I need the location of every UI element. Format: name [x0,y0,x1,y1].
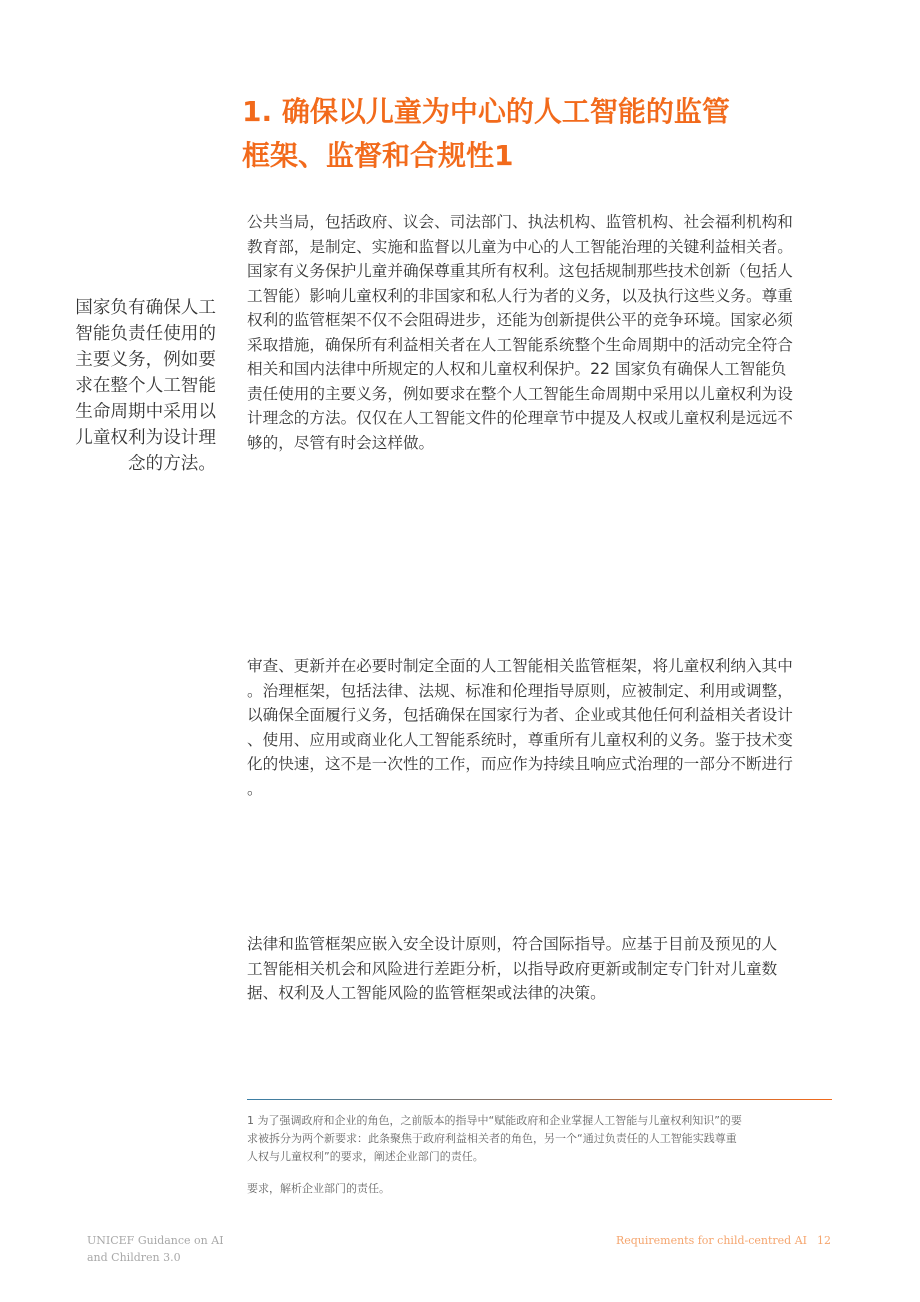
footnote-line: 求被拆分为两个新要求：此条聚焦于政府利益相关者的角色，另一个“通过负责任的人工智能实践尊重 [247,1132,737,1145]
paragraph-line: 公共当局，包括政府、议会、司法部门、执法机构、监管机构、社会福利机构和 [247,213,793,231]
footnote-1 [247,1112,847,1166]
footer-title-line: and Children 3.0 [87,1251,181,1264]
pull-quote-line: 主要义务，例如要 [75,350,216,370]
paragraph-line: 法律和监管框架应嵌入安全设计原则，符合国际指导。应基于目前及预见的人 [247,935,778,953]
paragraph-line: 相关和国内法律中所规定的人权和儿童权利保护。22 国家负有确保人工智能负 [247,360,787,378]
section-title [242,90,842,178]
paragraph-line: 、使用、应用或商业化人工智能系统时，尊重所有儿童权利的义务。鉴于技术变 [247,730,793,749]
body-paragraph-2 [247,654,847,801]
pull-quote-line: 智能负责任使用的 [75,324,216,344]
paragraph-line: 国家有义务保护儿童并确保尊重其所有权利。这包括规制那些技术创新（包括人 [247,262,793,280]
paragraph-line: 责任使用的主要义务，例如要求在整个人工智能生命周期中采用以儿童权利为设 [247,384,793,403]
section-title-line: 1. 确保以儿童为中心的人工智能的监管 [242,95,730,128]
footnote-divider [247,1099,832,1100]
footer-section [616,1232,831,1249]
paragraph-line: 审查、更新并在必要时制定全面的人工智能相关监管框架，将儿童权利纳入其中 [247,657,793,675]
pull-quote-line: 国家负有确保人工 [75,298,216,318]
paragraph-line: 据、权利及人工智能风险的监管框架或法律的决策。 [247,984,606,1002]
footer-publication-title [87,1232,224,1266]
paragraph-line: 以确保全面履行义务，包括确保在国家行为者、企业或其他任何利益相关者设计 [247,706,793,724]
paragraph-line: 计理念的方法。仅仅在人工智能文件的伦理章节中提及人权或儿童权利是远远不 [247,409,793,427]
paragraph-line: 工智能）影响儿童权利的非国家和私人行为者的义务，以及执行这些义务。尊重 [247,286,793,305]
footnote-line: 1 为了强调政府和企业的角色，之前版本的指导中“赋能政府和企业掌握人工智能与儿童权利知识”的要 [247,1114,742,1127]
body-paragraph-3 [247,932,847,1006]
footnote-line: 人权与儿童权利”的要求，阐述企业部门的责任。 [247,1150,484,1163]
footer-title-line: UNICEF Guidance on AI [87,1234,224,1247]
paragraph-line: 教育部，是制定、实施和监督以儿童为中心的人工智能治理的关键利益相关者。 [247,237,793,256]
pull-quote-line: 儿童权利为设计理 [75,428,216,448]
footer-section-title: Requirements for child-centred AI [615,1234,807,1247]
paragraph-line: 化的快速，这不是一次性的工作，而应作为持续且响应式治理的一部分不断进行 [247,755,793,773]
paragraph-line: 权利的监管框架不仅不会阻碍进步，还能为创新提供公平的竞争环境。国家必须 [247,311,793,329]
body-paragraph-1 [247,210,847,455]
paragraph-line: 采取措施，确保所有利益相关者在人工智能系统整个生命周期中的活动完全符合 [247,335,793,354]
footnote-2 [247,1180,847,1198]
pull-quote-line: 求在整个人工智能 [75,376,216,396]
section-title-line: 框架、监督和合规性1 [242,139,514,172]
pull-quote-line: 生命周期中采用以 [75,402,216,422]
paragraph-line: 够的，尽管有时会这样做。 [247,433,435,452]
paragraph-line: 工智能相关机会和风险进行差距分析，以指导政府更新或制定专门针对儿童数 [247,959,778,978]
pull-quote-line: 念的方法。 [128,454,216,474]
page-number: 12 [817,1234,831,1247]
pull-quote [60,295,216,477]
paragraph-line: 。治理框架，包括法律、法规、标准和伦理指导原则，应被制定、利用或调整， [247,681,793,700]
paragraph-line: 。 [247,779,263,798]
footnote-line: 要求，解析企业部门的责任。 [247,1182,390,1195]
